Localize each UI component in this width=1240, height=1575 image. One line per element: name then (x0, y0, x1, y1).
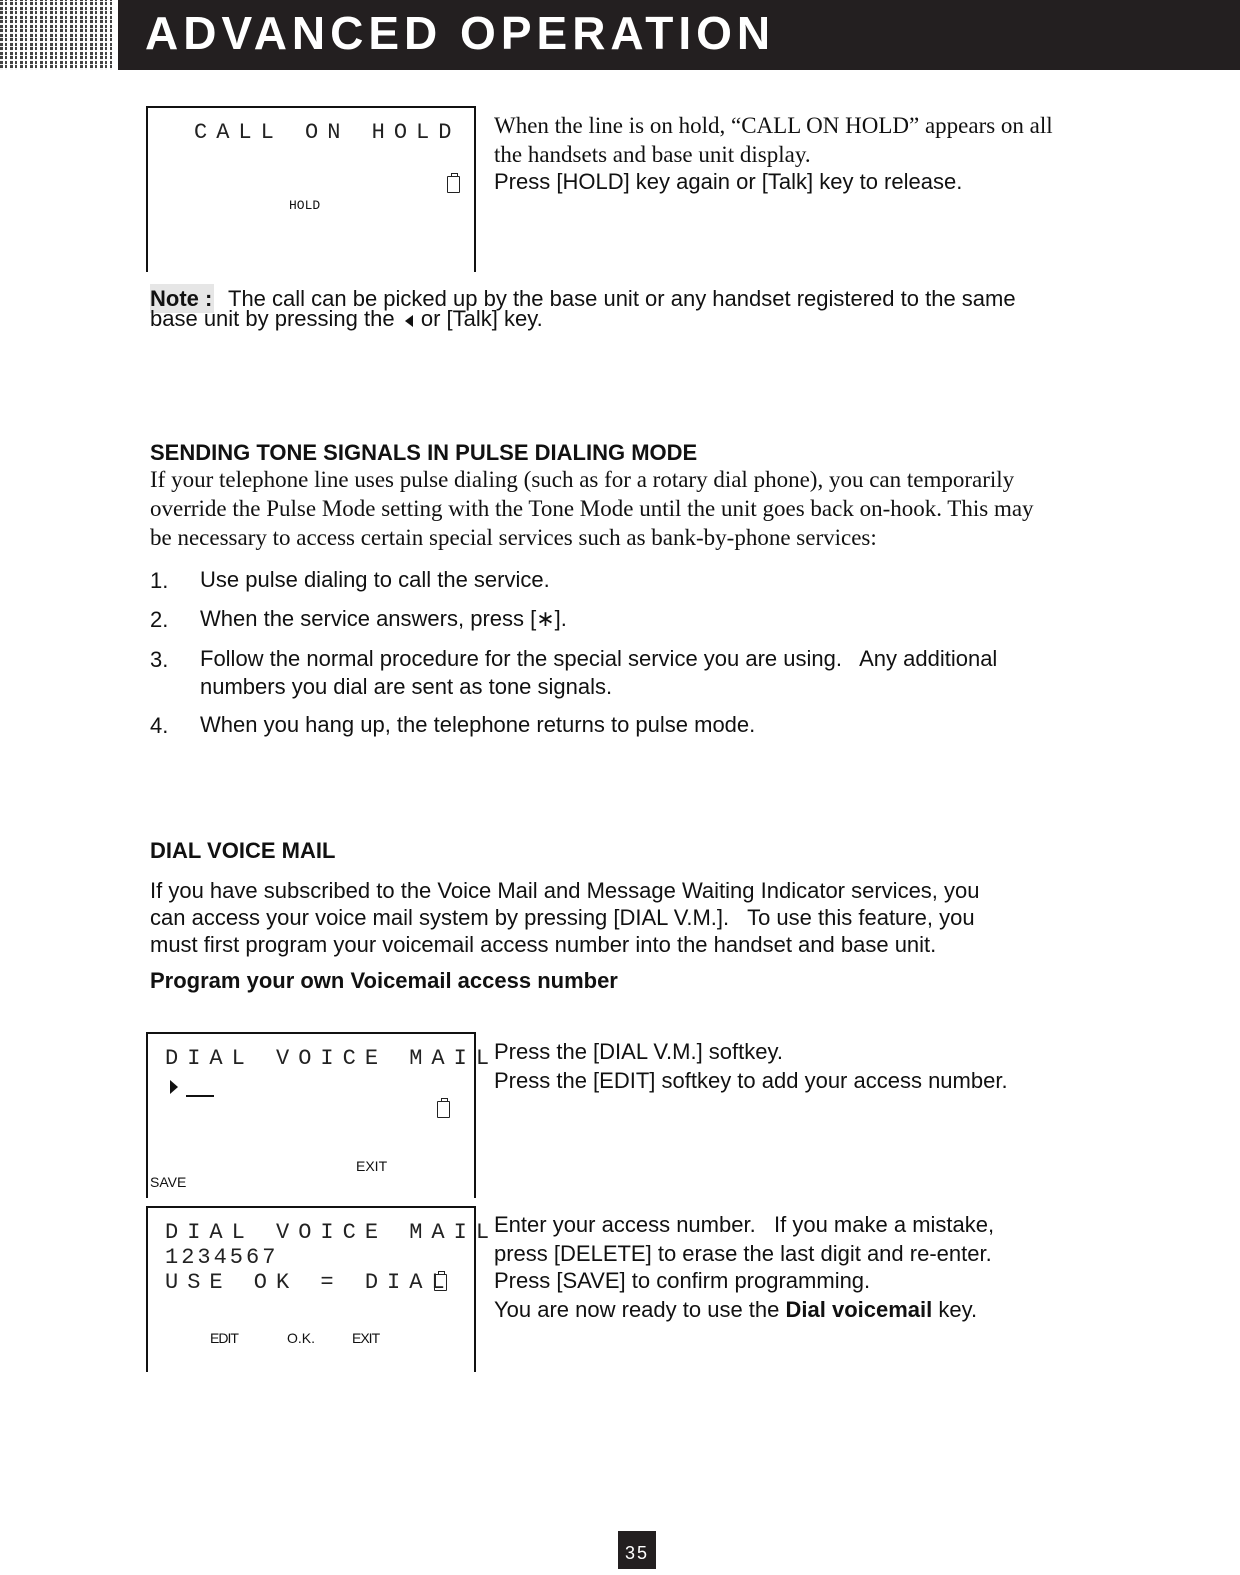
hold-desc-2: the handsets and base unit display. (494, 142, 811, 167)
lcd1-desc-2: Press the [EDIT] softkey to add your access number. (494, 1068, 1008, 1093)
lcd-softkey-hold: HOLD (289, 198, 321, 213)
tone-heading: SENDING TONE SIGNALS IN PULSE DIALING MODE (150, 440, 698, 465)
lcd-line-1: CALL ON HOLD (194, 120, 461, 145)
battery-icon (434, 1274, 447, 1291)
step-3-text-2: numbers you dial are sent as tone signals. (200, 674, 613, 699)
step-2-num: 2. (150, 607, 169, 632)
lcd1-line-1: DIAL VOICE MAIL (165, 1046, 499, 1071)
lcd-dial-voice-mail-1 (146, 1032, 499, 1198)
lcd2-softkey-ok: O.K. (287, 1330, 316, 1346)
tone-para-3: be necessary to access certain special services such as bank-by-phone services: (150, 525, 877, 550)
note-text-2b: or [Talk] key. (420, 306, 543, 331)
note-text-2 (150, 304, 543, 333)
cursor-arrow-icon (170, 1080, 178, 1094)
voicemail-heading: DIAL VOICE MAIL (150, 838, 336, 863)
tone-para-2: override the Pulse Mode setting with the Tone Mode until the unit goes back on-hook. This may (150, 496, 1034, 521)
voicemail-para-3: must first program your voicemail access number into the handset and base unit. (150, 932, 937, 957)
voicemail-para-2: can access your voice mail system by pressing [DIAL V.M.]. To use this feature, you (150, 905, 975, 930)
lcd2-desc-4c: key. (938, 1297, 978, 1322)
note-text-2a: base unit by pressing the (150, 306, 395, 331)
lcd1-softkey-exit: EXIT (356, 1158, 388, 1174)
note-text-1: The call can be picked up by the base unit or any handset registered to the same (228, 286, 1016, 311)
input-cursor (186, 1095, 214, 1097)
lcd2-desc-1: Enter your access number. If you make a mistake, (494, 1212, 995, 1237)
speaker-icon (405, 315, 413, 327)
lcd1-desc-1: Press the [DIAL V.M.] softkey. (494, 1039, 783, 1064)
step-3-text: Follow the normal procedure for the special service you are using. Any additional (200, 646, 998, 671)
step-1-num: 1. (150, 568, 169, 593)
lcd2-line-2: 1234567 (165, 1245, 279, 1270)
note-label: Note : (150, 286, 213, 311)
step-1-text: Use pulse dialing to call the service. (200, 567, 550, 592)
lcd2-desc-3: Press [SAVE] to confirm programming. (494, 1268, 871, 1293)
lcd1-softkey-save: SAVE (150, 1174, 187, 1190)
lcd2-line-3: USE OK = DIAL (165, 1270, 454, 1295)
page-number: 35 (618, 1531, 656, 1569)
voicemail-subheading: Program your own Voicemail access number (150, 968, 618, 993)
lcd2-desc-2: press [DELETE] to erase the last digit and re-enter. (494, 1241, 992, 1266)
lcd2-line-1: DIAL VOICE MAIL (165, 1220, 499, 1245)
lcd-dial-voice-mail-2 (146, 1206, 499, 1372)
battery-icon (437, 1101, 450, 1118)
voicemail-para-1: If you have subscribed to the Voice Mail and Message Waiting Indicator services, you (150, 878, 980, 903)
hold-desc-3: Press [HOLD] key again or [Talk] key to release. (494, 169, 963, 194)
hold-desc-1: When the line is on hold, “CALL ON HOLD” appears on all (494, 113, 1053, 138)
step-4-text: When you hang up, the telephone returns to pulse mode. (200, 712, 756, 737)
lcd2-softkey-exit: EXIT (352, 1330, 380, 1346)
step-3-num: 3. (150, 647, 169, 672)
lcd2-desc-4a: You are now ready to use the (494, 1297, 780, 1322)
lcd2-desc-4 (494, 1295, 977, 1324)
step-2-text: When the service answers, press [∗]. (200, 606, 567, 631)
step-4-num: 4. (150, 713, 169, 738)
lcd2-softkey-edit: EDIT (210, 1330, 238, 1346)
lcd-call-on-hold (146, 106, 476, 272)
header-pattern (0, 0, 112, 70)
dial-voicemail-key-label: Dial voicemail (785, 1297, 933, 1322)
battery-icon (447, 176, 460, 193)
tone-para-1: If your telephone line uses pulse dialing (such as for a rotary dial phone), you can temporarily (150, 467, 1015, 492)
page-title: ADVANCED OPERATION (145, 7, 776, 59)
